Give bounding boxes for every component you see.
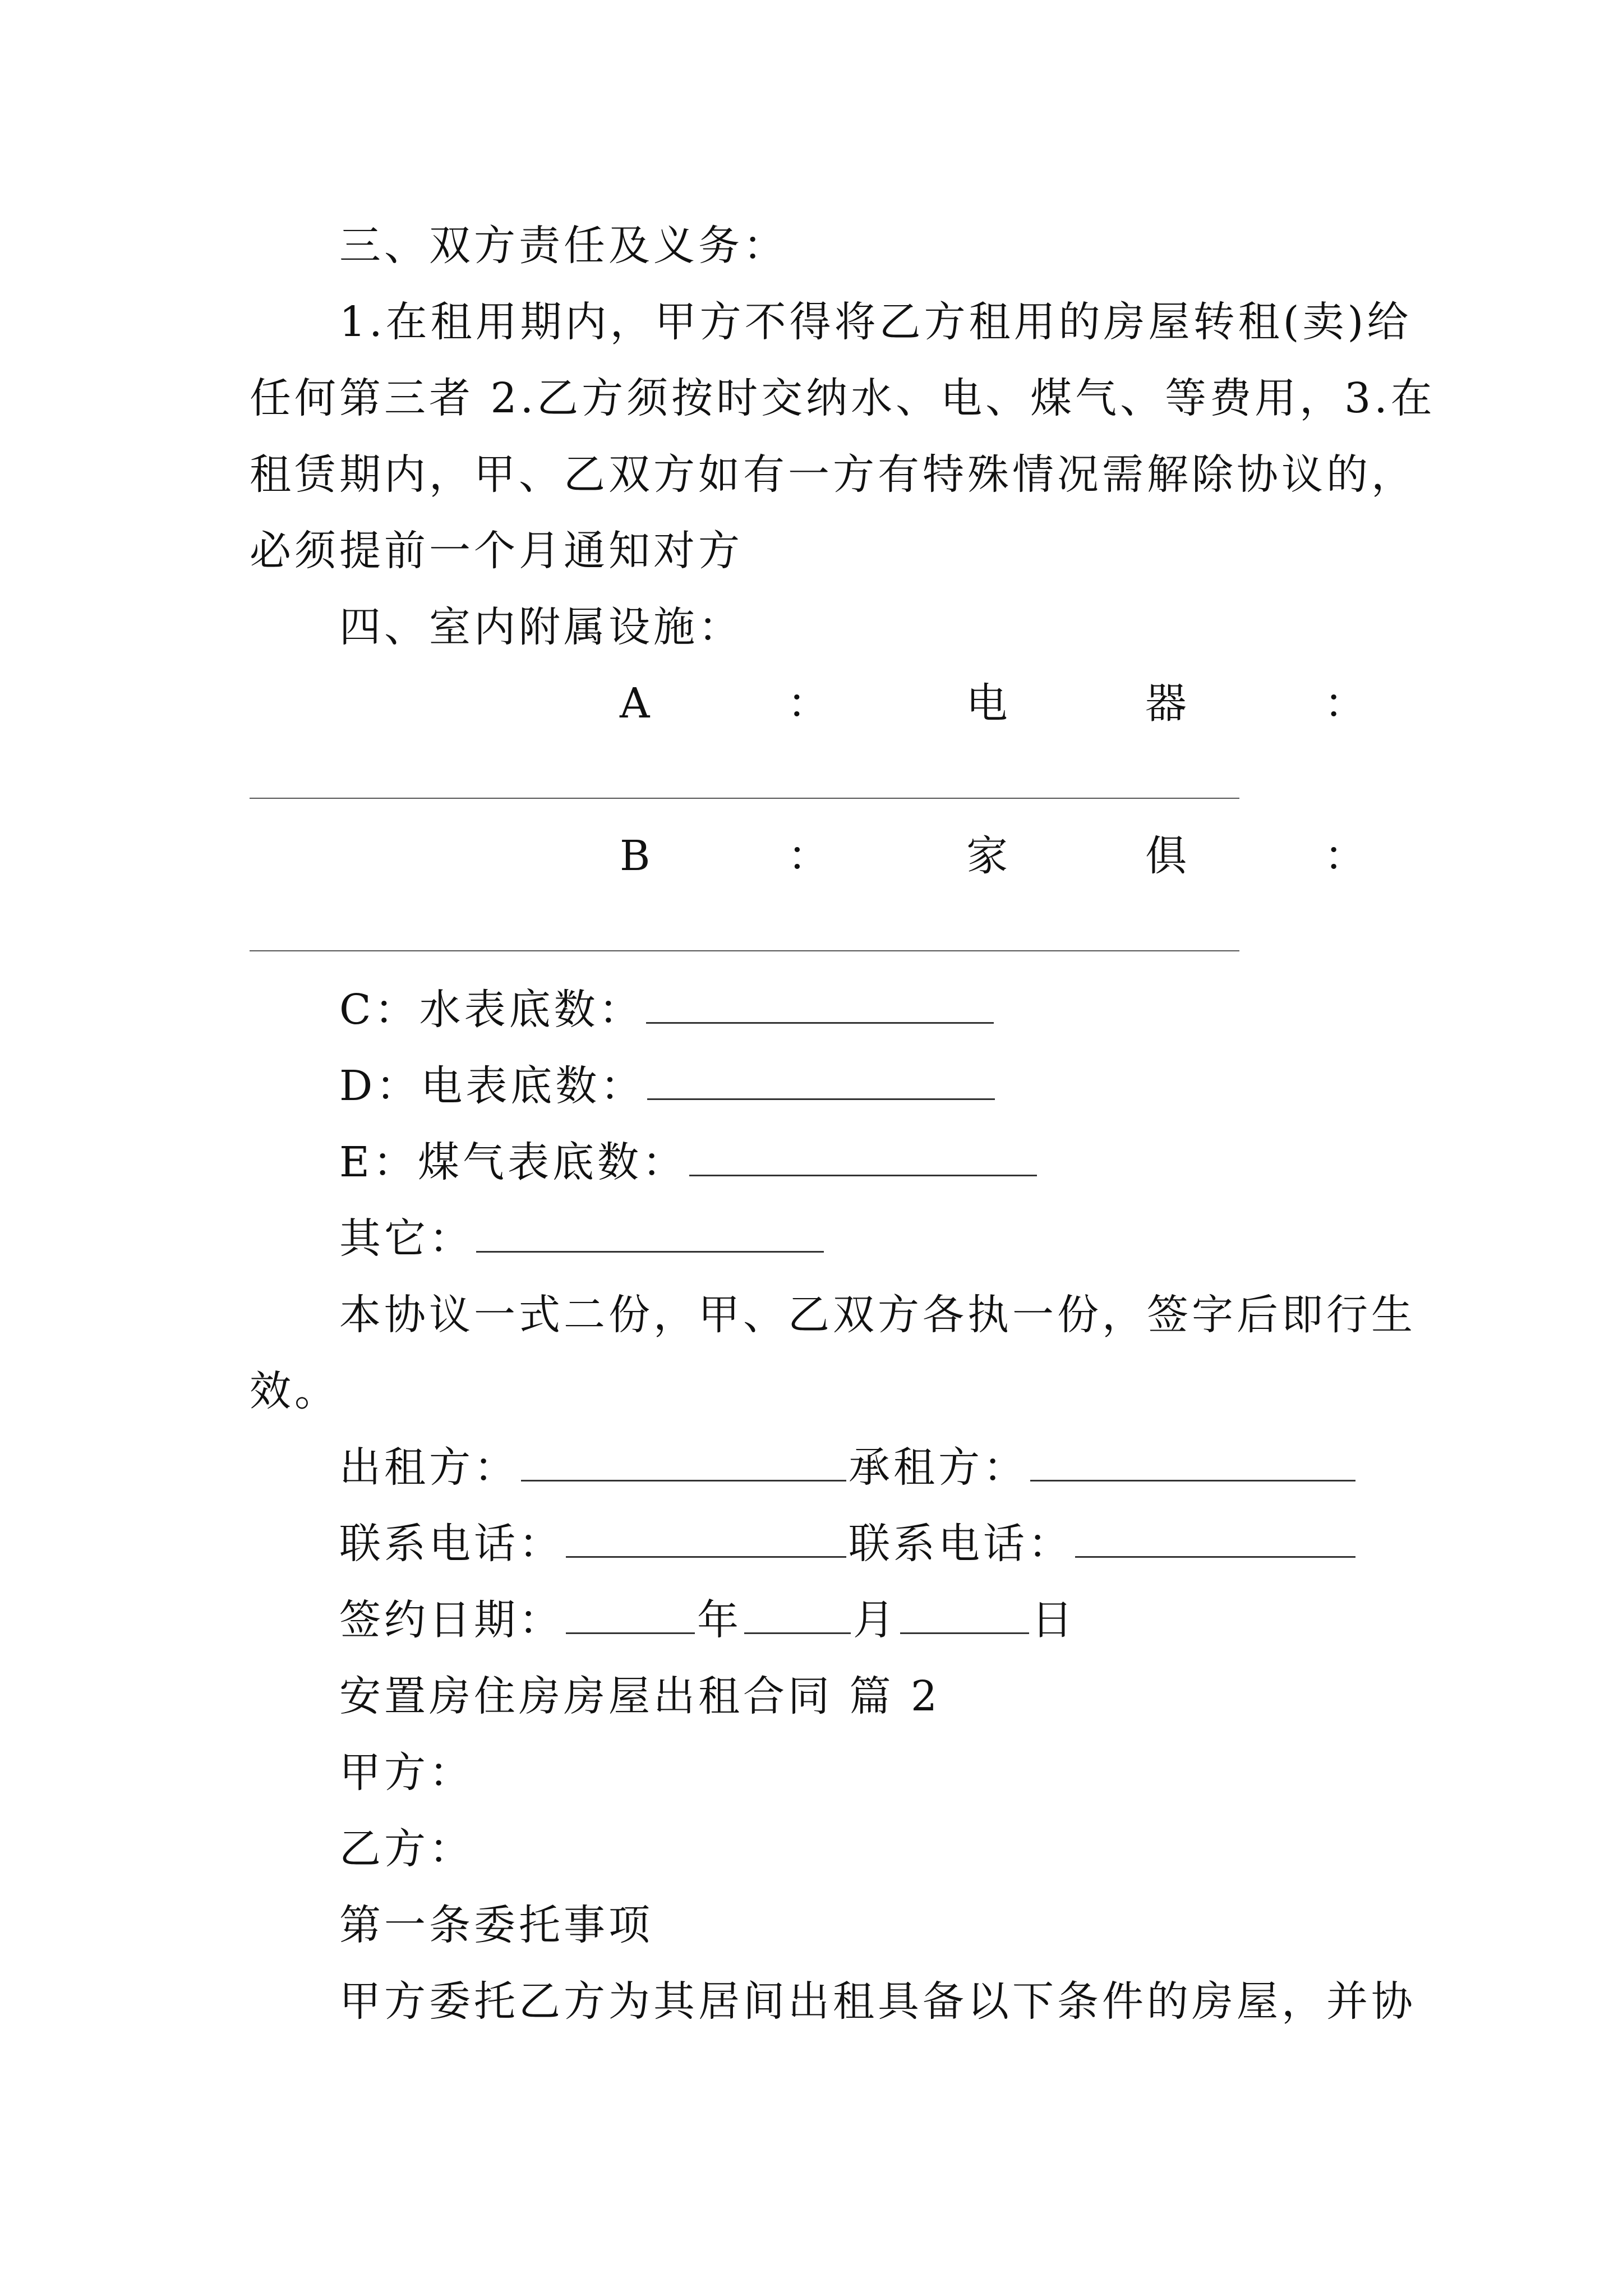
year-blank [566, 1593, 695, 1634]
lessee-blank [1030, 1441, 1355, 1481]
year-label: 年 [697, 1596, 742, 1644]
month-blank [744, 1593, 851, 1634]
section3-line-3: 租赁期内，甲、乙双方如有一方有特殊情况需解除协议的， [250, 450, 1416, 499]
item-b-colon-end: ： [1324, 832, 1366, 880]
item-b-char-2: 俱 [1145, 832, 1187, 880]
item-a-char-1: 电 [966, 679, 1008, 728]
item-d-label: D：电表底数： [339, 1062, 645, 1110]
section4-heading: 四、室内附属设施： [339, 603, 743, 651]
item-b-char-1: 家 [966, 832, 1008, 880]
item-b-letter: B [620, 832, 651, 880]
section3-line-4: 必须提前一个月通知对方 [250, 527, 743, 575]
party-b-label: 乙方： [339, 1825, 474, 1873]
lessee-label: 承租方： [849, 1443, 1028, 1492]
phone-label-1: 联系电话： [339, 1520, 564, 1568]
section3-line-2: 任何第三者 2.乙方须按时交纳水、电、煤气、等费用，3.在 [250, 374, 1436, 422]
other-blank [476, 1212, 824, 1253]
item-a-row [620, 675, 1366, 731]
lessor-blank [521, 1441, 846, 1481]
item-a-letter: A [620, 679, 650, 728]
item-d-row [339, 1058, 997, 1114]
day-label: 日 [1031, 1596, 1076, 1644]
item-e-label: E：煤气表底数： [339, 1138, 688, 1186]
item-a-char-2: 器 [1145, 679, 1187, 728]
party-a-label: 甲方： [339, 1749, 474, 1797]
section3-heading: 三、双方责任及义务： [339, 222, 788, 270]
article1-text: 甲方委托乙方为其居间出租具备以下条件的房屋，并协 [339, 1977, 1416, 2026]
item-a-fill-line [250, 798, 1239, 799]
phone-blank-2 [1075, 1517, 1355, 1558]
lessor-label: 出租方： [339, 1443, 519, 1492]
section3-line-1: 1.在租用期内，甲方不得将乙方租用的房屋转租(卖)给 [339, 298, 1412, 346]
item-c-row [339, 982, 996, 1038]
contract2-title: 安置房住房房屋出租合同 篇 2 [339, 1672, 941, 1720]
date-row [339, 1592, 1076, 1648]
item-a-colon-end: ： [1324, 679, 1366, 728]
item-b-row [620, 828, 1366, 884]
item-b-colon: ： [787, 832, 829, 880]
article1-heading: 第一条委托事项 [339, 1901, 653, 1949]
phone-label-2: 联系电话： [849, 1520, 1073, 1568]
item-a-colon: ： [787, 679, 829, 728]
item-d-blank [647, 1059, 995, 1100]
agreement-line-2: 效。 [250, 1367, 339, 1415]
agreement-line-1: 本协议一式二份，甲、乙双方各执一份，签字后即行生 [339, 1291, 1416, 1339]
item-b-fill-line [250, 950, 1239, 951]
other-label: 其它： [339, 1214, 474, 1263]
item-e-row [339, 1134, 1039, 1190]
phone-row [339, 1516, 1358, 1572]
lessor-row [339, 1439, 1358, 1496]
item-e-blank [689, 1135, 1037, 1176]
phone-blank-1 [566, 1517, 846, 1558]
day-blank [900, 1593, 1029, 1634]
month-label: 月 [853, 1596, 898, 1644]
item-c-blank [646, 983, 994, 1024]
date-label: 签约日期： [339, 1596, 564, 1644]
other-row [339, 1211, 826, 1267]
item-c-label: C：水表底数： [339, 986, 644, 1034]
